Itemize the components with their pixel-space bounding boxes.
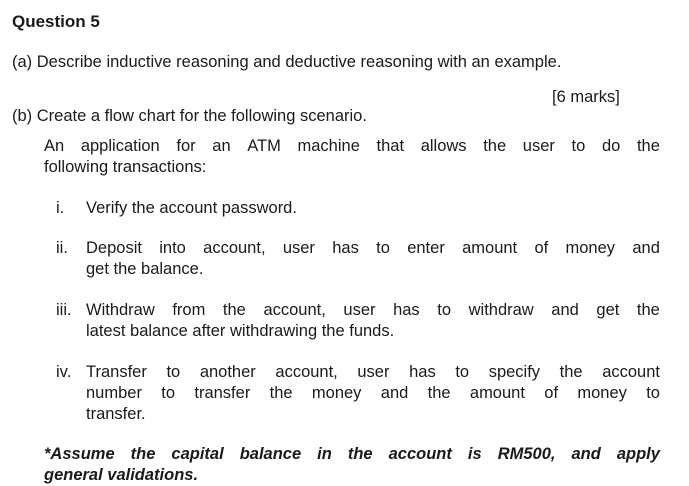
question-title: Question 5: [12, 12, 100, 31]
item-number: iv.: [56, 363, 72, 381]
word: Deposit: [86, 239, 142, 257]
word: in: [317, 445, 332, 463]
word: the: [347, 445, 373, 463]
word: RM500,: [497, 445, 556, 463]
item-text-line2: [86, 383, 660, 404]
word: is: [467, 445, 482, 463]
word: An: [44, 137, 65, 155]
item-text-line1: [86, 238, 660, 259]
word: allows: [420, 137, 467, 155]
word: the: [483, 137, 507, 155]
word: the: [427, 384, 451, 402]
word: *Assume: [44, 445, 115, 463]
word: get: [596, 301, 620, 319]
word: Withdraw: [86, 301, 155, 319]
word: the: [559, 363, 583, 381]
transaction-item-transfer: [44, 362, 660, 425]
word: and: [380, 384, 409, 402]
item-text-line2: latest balance after withdrawing the funds.: [86, 322, 395, 340]
transaction-item-deposit: [44, 238, 660, 280]
word: and: [571, 445, 601, 463]
word: money: [565, 239, 616, 257]
item-number: ii.: [56, 239, 68, 257]
word: account: [388, 445, 452, 463]
word: to: [571, 137, 586, 155]
word: and: [632, 239, 660, 257]
item-number: i.: [56, 199, 65, 217]
word: from: [172, 301, 206, 319]
word: application: [80, 137, 160, 155]
word: specify: [488, 363, 541, 381]
transaction-item-verify: [44, 198, 660, 219]
word: to: [437, 301, 452, 319]
transaction-item-withdraw: [44, 300, 660, 342]
word: money: [311, 384, 362, 402]
word: balance: [239, 445, 302, 463]
word: user: [282, 239, 315, 257]
assumption-note-line1: [44, 444, 660, 465]
item-text-line2: get the balance.: [86, 260, 204, 278]
word: to: [646, 384, 660, 402]
word: into: [159, 239, 186, 257]
scenario-intro: [44, 136, 660, 178]
word: do: [601, 137, 621, 155]
word: withdraw: [468, 301, 534, 319]
word: to: [166, 363, 181, 381]
word: amount: [462, 239, 518, 257]
part-a-marks: [6 marks]: [552, 88, 620, 106]
item-text-line1: [86, 362, 660, 383]
word: user: [357, 363, 390, 381]
word: that: [376, 137, 405, 155]
word: has: [409, 363, 436, 381]
word: account,: [275, 363, 338, 381]
word: of: [544, 384, 559, 402]
word: an: [212, 137, 231, 155]
word: another: [199, 363, 256, 381]
word: machine: [297, 137, 360, 155]
assumption-note: [44, 444, 660, 486]
word: transfer: [194, 384, 251, 402]
word: capital: [171, 445, 224, 463]
word: has: [332, 239, 359, 257]
part-b-text: (b) Create a flow chart for the following scenario.: [12, 107, 367, 125]
word: apply: [616, 445, 660, 463]
word: the: [130, 445, 156, 463]
word: for: [176, 137, 196, 155]
item-text-line3: transfer.: [86, 405, 146, 423]
word: account: [602, 363, 660, 381]
word: the: [222, 301, 246, 319]
word: money: [577, 384, 627, 402]
word: of: [534, 239, 549, 257]
word: has: [393, 301, 420, 319]
word: and: [551, 301, 579, 319]
scenario-intro-line2: following transactions:: [44, 158, 207, 176]
word: the: [636, 137, 660, 155]
word: the: [636, 301, 660, 319]
word: amount: [469, 384, 525, 402]
item-text-line1: [86, 300, 660, 321]
assumption-note-line2: general validations.: [44, 466, 199, 484]
word: to: [455, 363, 470, 381]
word: number: [86, 384, 142, 402]
word: user: [522, 137, 555, 155]
word: user: [343, 301, 376, 319]
word: account,: [263, 301, 326, 319]
word: the: [269, 384, 293, 402]
word: ATM: [247, 137, 281, 155]
item-text: Verify the account password.: [86, 199, 297, 217]
part-a-text: (a) Describe inductive reasoning and deductive reasoning with an example.: [12, 53, 562, 71]
item-number: iii.: [56, 301, 72, 319]
word: to: [376, 239, 390, 257]
scenario-intro-line1: [44, 136, 660, 157]
word: account,: [203, 239, 266, 257]
word: to: [161, 384, 176, 402]
word: enter: [407, 239, 445, 257]
word: Transfer: [86, 363, 147, 381]
